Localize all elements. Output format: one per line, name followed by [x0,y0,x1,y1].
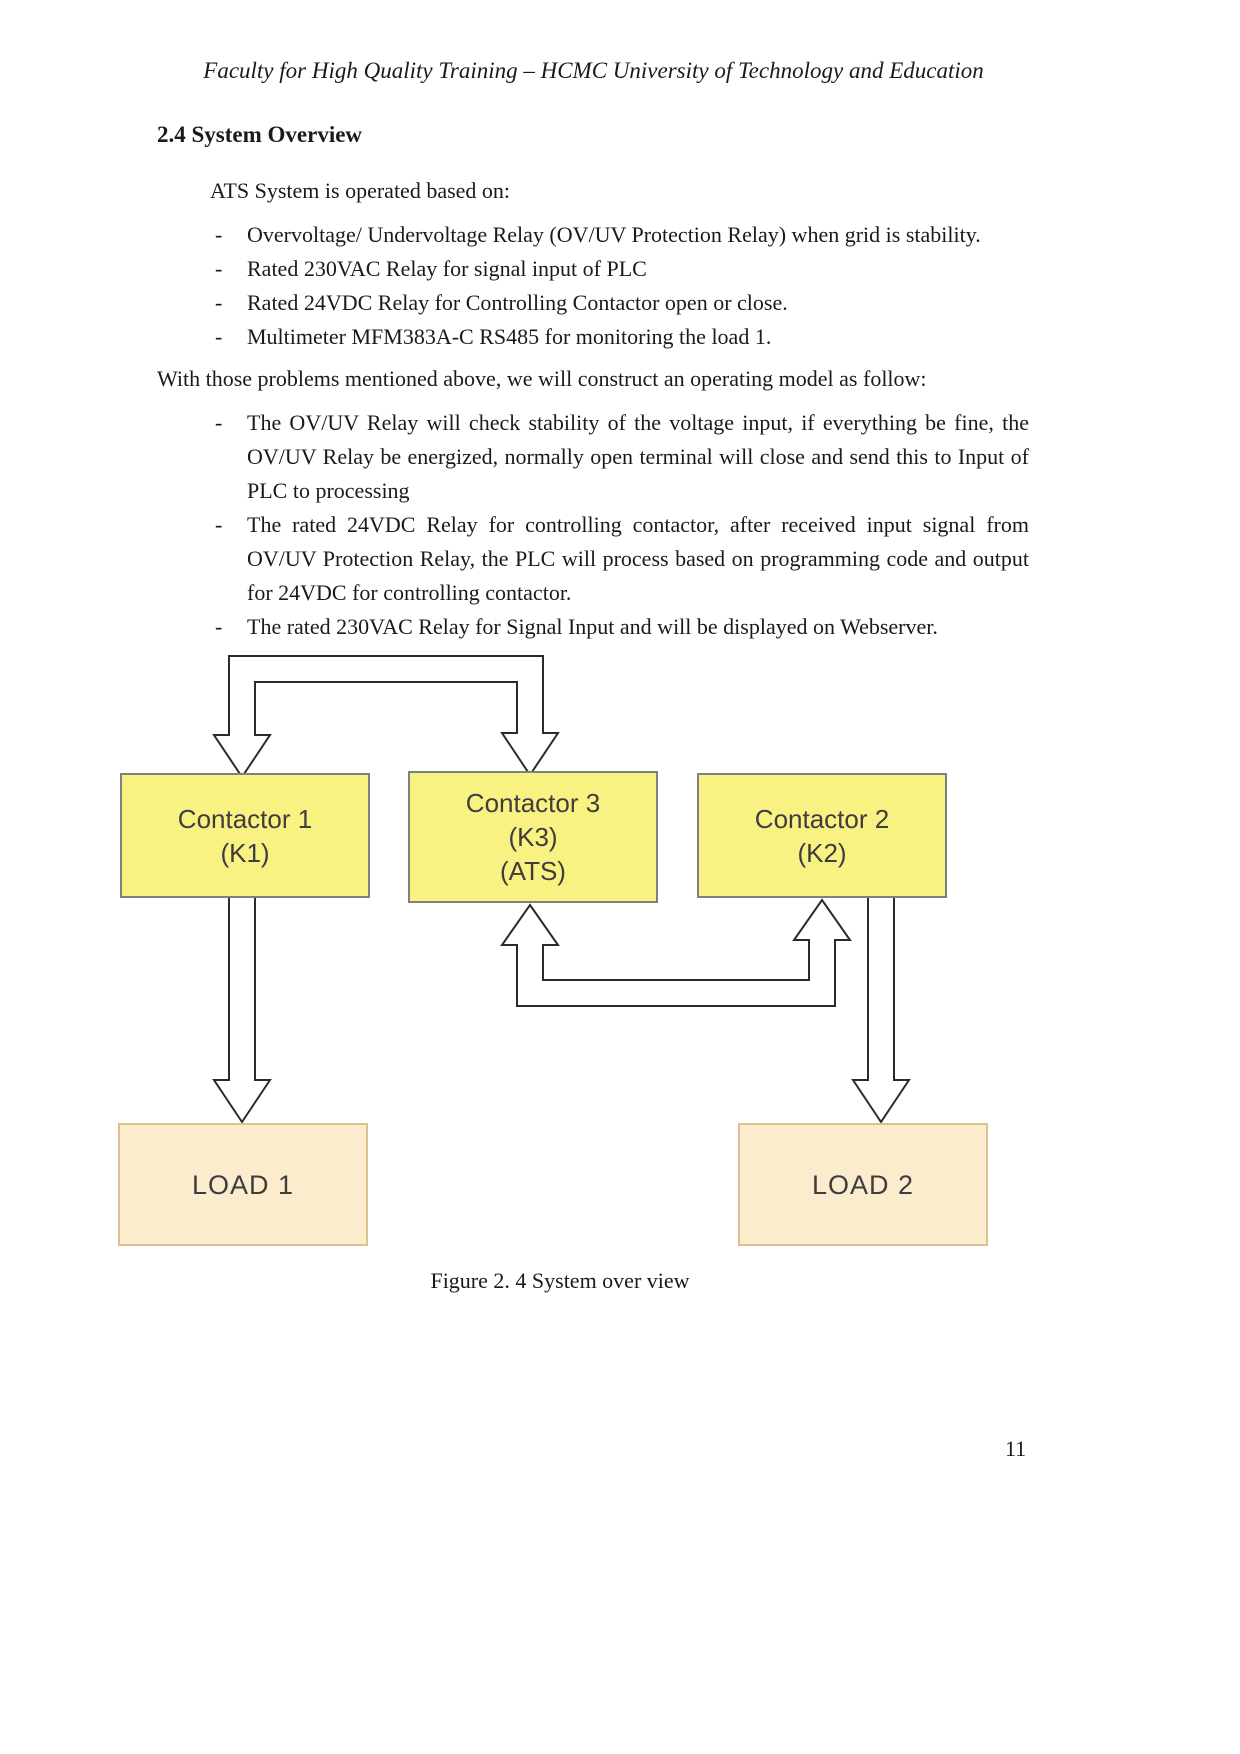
page-content [0,0,1240,644]
bullet-list-2 [157,406,1030,644]
list-item [215,610,1030,644]
list-item [215,406,1030,508]
list-item-text: Overvoltage/ Undervoltage Relay (OV/UV Protection Relay) when grid is stability. [247,222,981,247]
contactor3-ats-label: (ATS) [500,856,566,886]
contactor2-label: Contactor 2 [754,803,890,834]
contactor1-box [120,773,370,898]
arrow-contactor2-to-load2 [853,890,909,1122]
page-header: Faculty for High Quality Training – HCMC University of Technology and Education [203,58,984,83]
arrow-top-connector [214,656,558,777]
list-item [215,508,1030,610]
body-paragraph: With those problems mentioned above, we will construct an operating model as follow: [157,366,927,391]
load2-box [738,1123,988,1246]
contactor1-sublabel: (K1) [220,837,270,868]
list-item [215,218,1030,252]
contactor3-box [408,771,658,903]
bullet-dash: - [215,512,223,537]
load1-box [118,1123,368,1246]
list-item-text: Rated 24VDC Relay for Controlling Contactor open or close. [247,290,788,315]
bullet-dash: - [215,256,223,281]
page-number: 11 [1005,1436,1027,1461]
list-item [215,320,1030,354]
bullet-dash: - [215,324,223,349]
bullet-dash: - [215,290,223,315]
list-item [215,252,1030,286]
list-item-text: Rated 230VAC Relay for signal input of PLC [247,256,647,281]
contactor3-label: Contactor 3 [465,788,601,818]
system-overview-diagram [0,650,1240,1270]
load1-label: LOAD 1 [191,1169,295,1200]
load2-label: LOAD 2 [811,1169,915,1200]
arrow-bottom-connector [502,900,850,1006]
list-item-text: Multimeter MFM383A-C RS485 for monitoring the load 1. [247,324,772,349]
figure-caption: Figure 2. 4 System over view [430,1268,690,1293]
list-item-text: The OV/UV Relay will check stability of the voltage input, if everything be fine, the OV/UV Relay be energized, normally open terminal will close and send this to Input of PLC to processing [247,410,1029,503]
section-heading: 2.4 System Overview [157,122,363,147]
contactor3-sublabel: (K3) [508,822,558,852]
list-item-text: The rated 230VAC Relay for Signal Input and will be displayed on Webserver. [247,614,938,639]
bullet-dash: - [215,410,223,435]
contactor2-box [697,773,947,898]
bullet-dash: - [215,614,223,639]
bullet-dash: - [215,222,223,247]
contactor1-label: Contactor 1 [177,803,313,834]
intro-paragraph: ATS System is operated based on: [210,178,511,203]
contactor2-sublabel: (K2) [797,837,847,868]
bullet-list-1 [157,218,1030,354]
list-item [215,286,1030,320]
arrow-contactor1-to-load1 [214,890,270,1122]
list-item-text: The rated 24VDC Relay for controlling contactor, after received input signal from OV/UV Protection Relay, the PLC will process based on programming code and output for 24VDC for controlling contactor. [247,512,1029,605]
